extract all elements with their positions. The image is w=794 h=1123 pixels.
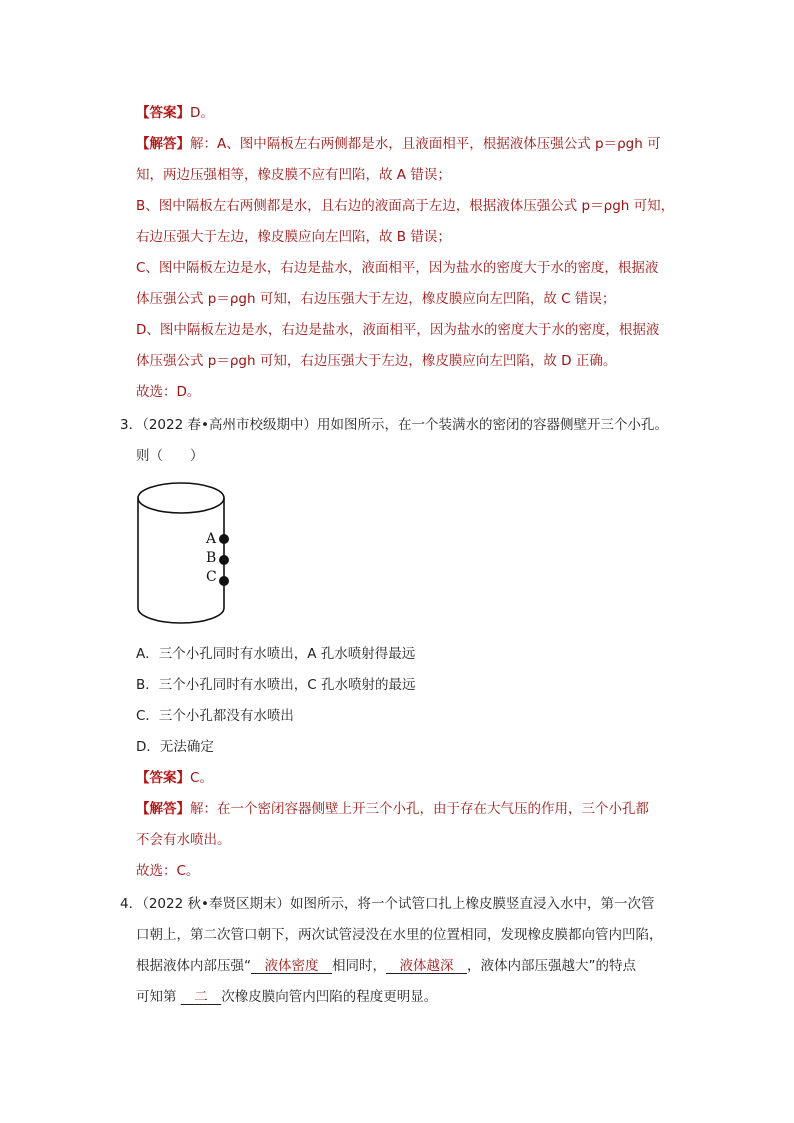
q2-analysis-line: 知，两边压强相等，橡皮膜不应有凹陷，故 A 错误； xyxy=(136,167,451,183)
q2-conclusion: 故选：D。 xyxy=(136,384,201,400)
q4-stem-line3 xyxy=(136,956,636,976)
q4-stem-line4 xyxy=(136,987,437,1007)
option-a: A．三个小孔同时有水喷出，A 孔水喷射得最远 xyxy=(136,646,416,662)
container-bottom-arc xyxy=(138,608,224,623)
analysis-tag: 【解答】 xyxy=(136,136,190,152)
question-stem-text: （2022 春•高州市校级期中）用如图所示，在一个装满水的密闭的容器侧壁开三个小孔。 xyxy=(142,417,668,433)
answer-value: C。 xyxy=(190,770,213,786)
hole-b-label: B xyxy=(206,550,217,566)
hole-c-dot xyxy=(219,576,229,586)
q4-stem-line2: 口朝上，第二次管口朝下，两次试管浸没在水里的位置相同，发现橡皮膜都向管内凹陷， xyxy=(136,927,663,943)
q2-analysis-line: 体压强公式 p＝ρgh 可知，右边压强大于左边，橡皮膜应向左凹陷，故 C 错误； xyxy=(136,291,616,307)
option-b: B．三个小孔同时有水喷出，C 孔水喷射的最远 xyxy=(136,677,416,693)
fill-blank-2 xyxy=(386,958,467,974)
container-top-ellipse xyxy=(138,483,224,513)
answer-value: D。 xyxy=(190,105,214,121)
hole-a-dot xyxy=(219,534,229,544)
q3-answer xyxy=(136,768,213,788)
stem-text: 次橡皮膜向管内凹陷的程度更明显。 xyxy=(221,989,438,1005)
q2-analysis-line: B、图中隔板左右两侧都是水，且右边的液面高于左边，根据液体压强公式 p＝ρgh 可知， xyxy=(136,198,675,214)
q2-analysis-line: 体压强公式 p＝ρgh 可知，右边压强大于左边，橡皮膜应向左凹陷，故 D 正确。 xyxy=(136,353,617,369)
blank-2-answer: 液体越深 xyxy=(399,958,454,974)
analysis-text: 解：A、图中隔板左右两侧都是水，且液面相平，根据液体压强公式 p＝ρgh 可 xyxy=(190,136,661,152)
blank-1-answer: 液体密度 xyxy=(264,958,319,974)
q3-analysis-line xyxy=(136,799,649,819)
q3-stem xyxy=(120,415,668,435)
question-number: 3． xyxy=(120,417,143,433)
stem-text: ，液体内部压强越大”的特点 xyxy=(467,958,636,974)
fill-blank-1 xyxy=(251,958,332,974)
stem-text: 相同时， xyxy=(332,958,386,974)
option-d: D．无法确定 xyxy=(136,739,214,755)
q4-stem xyxy=(120,894,654,914)
q2-analysis-line xyxy=(136,134,661,154)
q3-analysis-line: 不会有水喷出。 xyxy=(136,832,231,848)
hole-a-label: A xyxy=(206,531,217,547)
q3-conclusion: 故选：C。 xyxy=(136,863,200,879)
q3-stem-line2: 则（ ） xyxy=(136,448,204,464)
analysis-tag: 【解答】 xyxy=(136,801,190,817)
q2-analysis-line: C、图中隔板左边是水，右边是盐水，液面相平，因为盐水的密度大于水的密度，根据液 xyxy=(136,260,659,276)
q2-analysis-line: D、图中隔板左边是水，右边是盐水，液面相平，因为盐水的密度大于水的密度，根据液 xyxy=(136,322,660,338)
sealed-container-figure xyxy=(136,480,236,626)
stem-text: 根据液体内部压强“ xyxy=(136,958,251,974)
question-stem-text: （2022 秋•奉贤区期末）如图所示，将一个试管口扎上橡皮膜竖直浸入水中，第一次管 xyxy=(142,896,655,912)
question-number: 4． xyxy=(120,896,143,912)
fill-blank-3 xyxy=(181,989,222,1005)
hole-b-dot xyxy=(219,555,229,565)
q2-answer xyxy=(136,103,214,123)
answer-tag: 【答案】 xyxy=(136,105,190,121)
analysis-text: 解：在一个密闭容器侧壁上开三个小孔，由于存在大气压的作用，三个小孔都 xyxy=(190,801,649,817)
hole-c-label: C xyxy=(206,569,217,585)
q2-analysis-line: 右边压强大于左边，橡皮膜应向左凹陷，故 B 错误； xyxy=(136,229,451,245)
option-c: C．三个小孔都没有水喷出 xyxy=(136,708,294,724)
blank-3-answer: 二 xyxy=(194,989,208,1005)
stem-text: 可知第 xyxy=(136,989,181,1005)
answer-tag: 【答案】 xyxy=(136,770,190,786)
